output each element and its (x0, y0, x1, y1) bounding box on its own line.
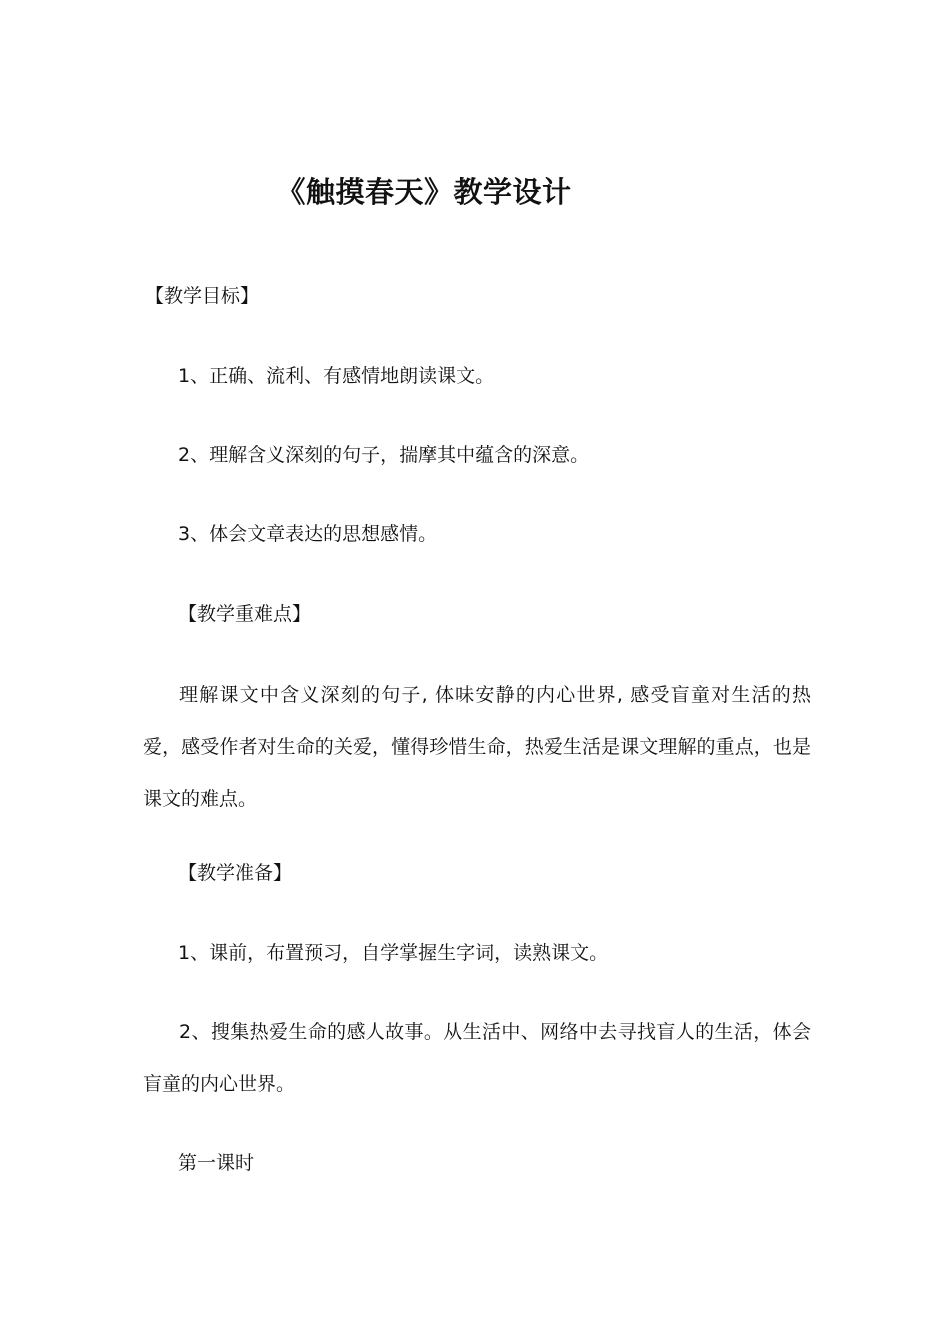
key-points-paragraph: 理解课文中含义深刻的句子, 体味安静的内心世界, 感受盲童对生活的热爱，感受作者对生命的关爱，懂得珍惜生命，热爱生活是课文理解的重点，也是课文的难点。 (143, 684, 811, 810)
document-title: 《触摸春天》教学设计 (276, 175, 572, 209)
lesson-heading: 第一课时 (178, 1152, 255, 1174)
goal-item: 3、体会文章表达的思想感情。 (178, 523, 438, 545)
goals-heading: 【教学目标】 (145, 285, 260, 307)
goal-item: 2、理解含义深刻的句子，揣摩其中蕴含的深意。 (178, 444, 590, 466)
goal-item: 1、正确、流利、有感情地朗读课文。 (178, 365, 495, 387)
prep-item-paragraph: 2、搜集热爱生命的感人故事。从生活中、网络中去寻找盲人的生活，体会盲童的内心世界。 (143, 1021, 811, 1095)
prep-heading: 【教学准备】 (178, 862, 293, 884)
prep-item: 1、课前，布置预习，自学掌握生字词，读熟课文。 (178, 942, 609, 964)
key-points-heading: 【教学重难点】 (178, 603, 312, 625)
